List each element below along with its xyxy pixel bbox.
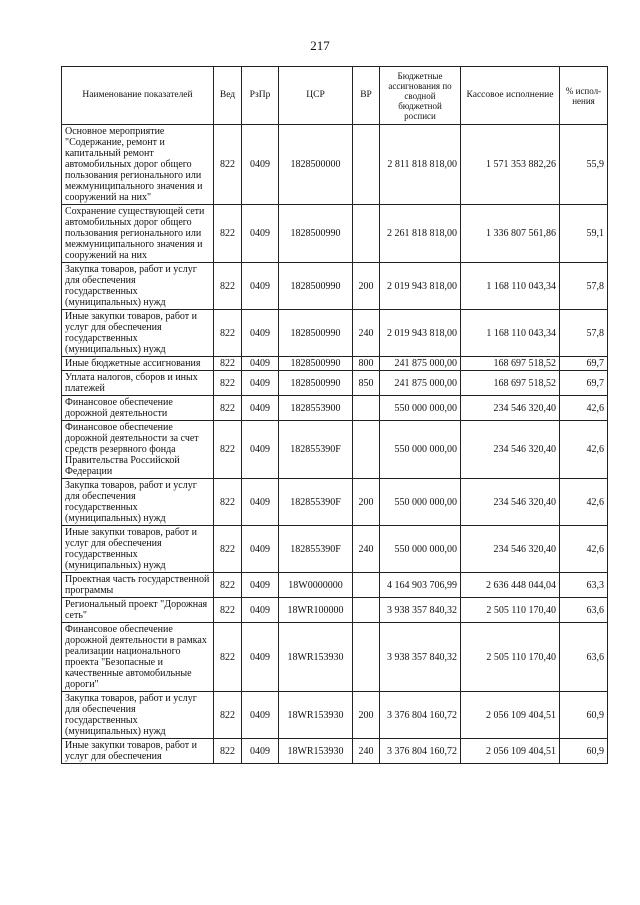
table-row [62, 310, 608, 357]
table-row [62, 205, 608, 263]
cell-rzpr: 0409 [242, 573, 279, 598]
cell-ved: 822 [214, 205, 242, 263]
table-header-row [62, 67, 608, 125]
cell-vr: 200 [353, 479, 380, 526]
cell-budget: 550 000 000,00 [380, 526, 461, 573]
cell-name: Закупка товаров, работ и услуг для обеспечения государственных (муниципальных) нужд [62, 263, 214, 310]
cell-percent: 57,8 [560, 263, 608, 310]
cell-percent: 42,6 [560, 526, 608, 573]
cell-csr: 1828500000 [279, 125, 353, 205]
table-row [62, 421, 608, 479]
cell-rzpr: 0409 [242, 357, 279, 371]
cell-ved: 822 [214, 623, 242, 692]
cell-csr: 182855390F [279, 479, 353, 526]
header-ved: Вед [214, 67, 242, 125]
cell-name: Иные закупки товаров, работ и услуг для обеспечения [62, 739, 214, 764]
cell-ved: 822 [214, 263, 242, 310]
cell-cash: 1 168 110 043,34 [461, 263, 560, 310]
table-row [62, 371, 608, 396]
cell-rzpr: 0409 [242, 479, 279, 526]
cell-percent: 59,1 [560, 205, 608, 263]
cell-vr: 800 [353, 357, 380, 371]
cell-name: Уплата налогов, сборов и иных платежей [62, 371, 214, 396]
header-rzpr: РзПр [242, 67, 279, 125]
cell-vr: 240 [353, 739, 380, 764]
cell-cash: 1 571 353 882,26 [461, 125, 560, 205]
cell-vr: 200 [353, 692, 380, 739]
cell-percent: 42,6 [560, 421, 608, 479]
cell-name: Сохранение существующей сети автомобильных дорог общего пользования регионального или межмуниципального значения и сооружений на них [62, 205, 214, 263]
cell-name: Закупка товаров, работ и услуг для обеспечения государственных (муниципальных) нужд [62, 692, 214, 739]
cell-vr [353, 573, 380, 598]
cell-name: Иные закупки товаров, работ и услуг для обеспечения государственных (муниципальных) нужд [62, 526, 214, 573]
cell-vr: 240 [353, 526, 380, 573]
cell-rzpr: 0409 [242, 125, 279, 205]
cell-ved: 822 [214, 692, 242, 739]
cell-rzpr: 0409 [242, 598, 279, 623]
cell-percent: 60,9 [560, 692, 608, 739]
cell-csr: 18WR153930 [279, 623, 353, 692]
cell-budget: 3 938 357 840,32 [380, 598, 461, 623]
cell-ved: 822 [214, 310, 242, 357]
cell-ved: 822 [214, 573, 242, 598]
cell-rzpr: 0409 [242, 526, 279, 573]
cell-ved: 822 [214, 526, 242, 573]
cell-vr [353, 125, 380, 205]
cell-percent: 63,6 [560, 623, 608, 692]
cell-ved: 822 [214, 125, 242, 205]
cell-budget: 2 261 818 818,00 [380, 205, 461, 263]
cell-budget: 2 019 943 818,00 [380, 310, 461, 357]
cell-name: Закупка товаров, работ и услуг для обеспечения государственных (муниципальных) нужд [62, 479, 214, 526]
header-vr: ВР [353, 67, 380, 125]
table-row [62, 573, 608, 598]
cell-cash: 2 056 109 404,51 [461, 692, 560, 739]
cell-cash: 234 546 320,40 [461, 396, 560, 421]
cell-cash: 1 336 807 561,86 [461, 205, 560, 263]
cell-cash: 2 636 448 044,04 [461, 573, 560, 598]
table-row [62, 125, 608, 205]
table-body [62, 125, 608, 764]
table-row [62, 623, 608, 692]
cell-vr: 240 [353, 310, 380, 357]
cell-budget: 2 019 943 818,00 [380, 263, 461, 310]
table-row [62, 739, 608, 764]
cell-budget: 3 376 804 160,72 [380, 692, 461, 739]
cell-csr: 1828500990 [279, 205, 353, 263]
cell-cash: 2 056 109 404,51 [461, 739, 560, 764]
header-budget: Бюджетные ассигнования по сводной бюджетной росписи [380, 67, 461, 125]
cell-budget: 241 875 000,00 [380, 357, 461, 371]
cell-name: Проектная часть государственной программы [62, 573, 214, 598]
cell-percent: 57,8 [560, 310, 608, 357]
table-row [62, 598, 608, 623]
cell-budget: 241 875 000,00 [380, 371, 461, 396]
cell-percent: 63,3 [560, 573, 608, 598]
cell-vr [353, 396, 380, 421]
cell-ved: 822 [214, 371, 242, 396]
header-name: Наименование показателей [62, 67, 214, 125]
cell-csr: 182855390F [279, 526, 353, 573]
table-row [62, 357, 608, 371]
cell-csr: 18W0000000 [279, 573, 353, 598]
cell-percent: 42,6 [560, 396, 608, 421]
cell-cash: 168 697 518,52 [461, 357, 560, 371]
cell-budget: 550 000 000,00 [380, 479, 461, 526]
cell-cash: 1 168 110 043,34 [461, 310, 560, 357]
cell-csr: 18WR153930 [279, 739, 353, 764]
cell-budget: 3 376 804 160,72 [380, 739, 461, 764]
cell-percent: 42,6 [560, 479, 608, 526]
cell-name: Региональный проект "Дорожная сеть" [62, 598, 214, 623]
cell-cash: 168 697 518,52 [461, 371, 560, 396]
table-row [62, 692, 608, 739]
cell-ved: 822 [214, 421, 242, 479]
cell-budget: 550 000 000,00 [380, 421, 461, 479]
cell-rzpr: 0409 [242, 739, 279, 764]
cell-name: Основное мероприятие "Содержание, ремонт и капитальный ремонт автомобильных дорог общего пользования регионального или межмуниципального значения и сооружений на них" [62, 125, 214, 205]
cell-csr: 18WR153930 [279, 692, 353, 739]
header-csr: ЦСР [279, 67, 353, 125]
cell-vr: 850 [353, 371, 380, 396]
cell-rzpr: 0409 [242, 623, 279, 692]
cell-csr: 1828500990 [279, 310, 353, 357]
cell-budget: 4 164 903 706,99 [380, 573, 461, 598]
cell-rzpr: 0409 [242, 692, 279, 739]
cell-ved: 822 [214, 598, 242, 623]
cell-rzpr: 0409 [242, 310, 279, 357]
cell-rzpr: 0409 [242, 205, 279, 263]
table-row [62, 263, 608, 310]
cell-percent: 69,7 [560, 357, 608, 371]
cell-name: Финансовое обеспечение дорожной деятельности за счет средств резервного фонда Правительства Российской Федерации [62, 421, 214, 479]
cell-budget: 2 811 818 818,00 [380, 125, 461, 205]
cell-rzpr: 0409 [242, 263, 279, 310]
cell-name: Иные бюджетные ассигнования [62, 357, 214, 371]
cell-csr: 18WR100000 [279, 598, 353, 623]
cell-percent: 69,7 [560, 371, 608, 396]
cell-name: Иные закупки товаров, работ и услуг для обеспечения государственных (муниципальных) нужд [62, 310, 214, 357]
cell-name: Финансовое обеспечение дорожной деятельности [62, 396, 214, 421]
header-percent: % испол-нения [560, 67, 608, 125]
cell-vr [353, 623, 380, 692]
cell-percent: 63,6 [560, 598, 608, 623]
cell-vr [353, 598, 380, 623]
cell-ved: 822 [214, 357, 242, 371]
cell-rzpr: 0409 [242, 421, 279, 479]
cell-cash: 234 546 320,40 [461, 479, 560, 526]
cell-percent: 55,9 [560, 125, 608, 205]
page-number: 217 [310, 38, 330, 53]
cell-name: Финансовое обеспечение дорожной деятельности в рамках реализации национального проекта "Безопасные и качественные автомобильные дороги" [62, 623, 214, 692]
cell-vr [353, 421, 380, 479]
cell-csr: 1828553900 [279, 396, 353, 421]
cell-csr: 182855390F [279, 421, 353, 479]
table-row [62, 526, 608, 573]
cell-vr [353, 205, 380, 263]
table-row [62, 396, 608, 421]
cell-cash: 234 546 320,40 [461, 526, 560, 573]
cell-ved: 822 [214, 739, 242, 764]
cell-csr: 1828500990 [279, 263, 353, 310]
cell-csr: 1828500990 [279, 357, 353, 371]
header-cash: Кассовое исполнение [461, 67, 560, 125]
cell-rzpr: 0409 [242, 371, 279, 396]
cell-percent: 60,9 [560, 739, 608, 764]
budget-execution-table [61, 66, 608, 764]
cell-cash: 234 546 320,40 [461, 421, 560, 479]
cell-cash: 2 505 110 170,40 [461, 598, 560, 623]
table-row [62, 479, 608, 526]
cell-csr: 1828500990 [279, 371, 353, 396]
cell-ved: 822 [214, 479, 242, 526]
cell-cash: 2 505 110 170,40 [461, 623, 560, 692]
cell-rzpr: 0409 [242, 396, 279, 421]
cell-budget: 3 938 357 840,32 [380, 623, 461, 692]
cell-ved: 822 [214, 396, 242, 421]
cell-budget: 550 000 000,00 [380, 396, 461, 421]
cell-vr: 200 [353, 263, 380, 310]
